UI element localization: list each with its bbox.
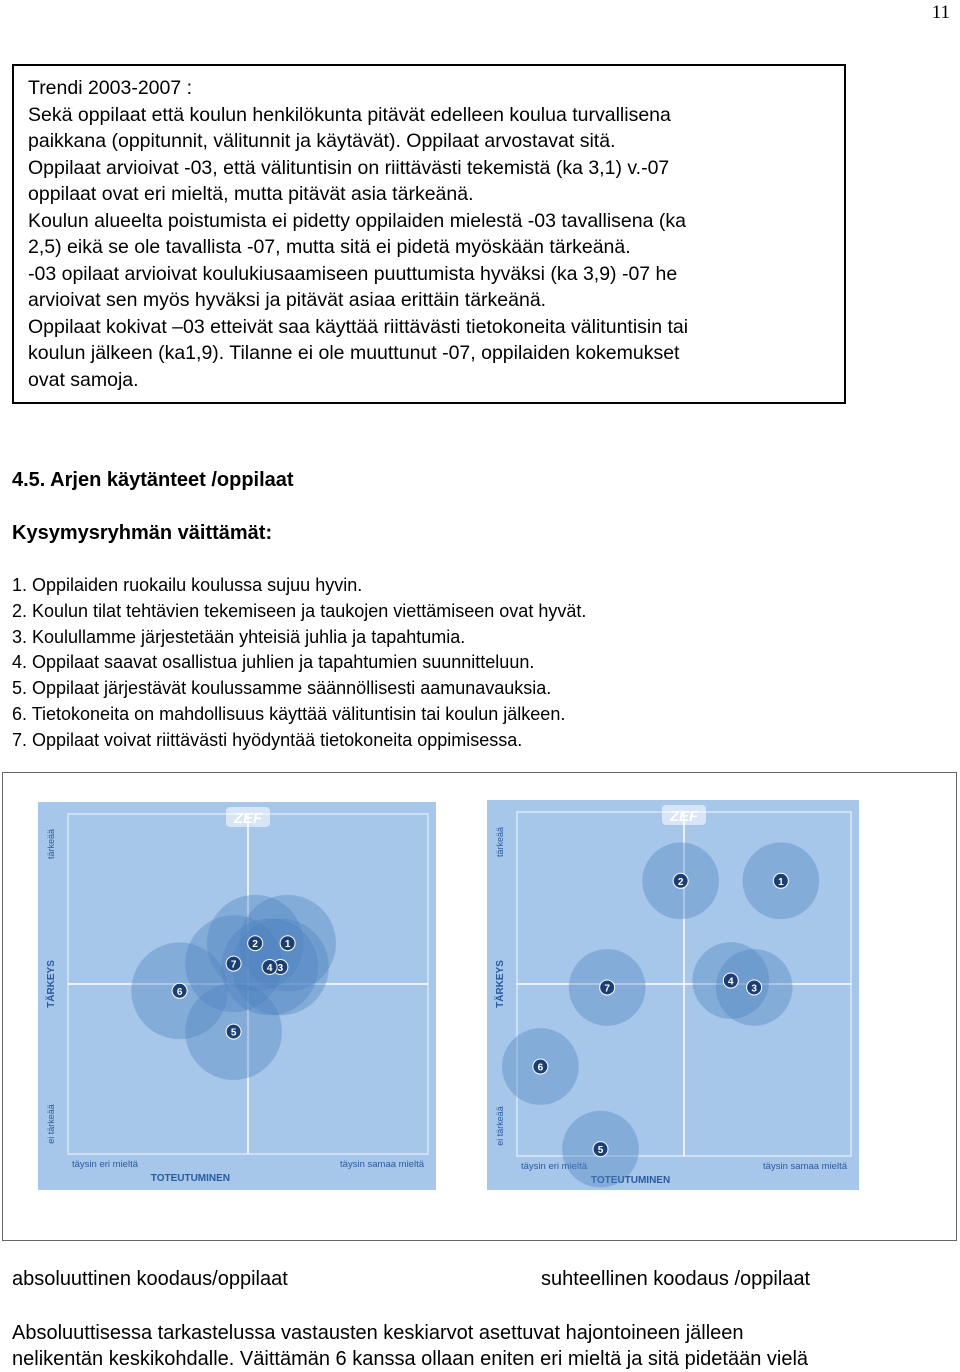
y-axis-top-label: tärkeää bbox=[46, 828, 56, 860]
point-label-7: 7 bbox=[604, 983, 610, 995]
statement-item: 3. Koulullamme järjestetään yhteisiä juhlia ja tapahtumia. bbox=[12, 626, 466, 647]
statement-item: 4. Oppilaat saavat osallistua juhlien ja tapahtumien suunnitteluun. bbox=[12, 652, 535, 673]
caption-relative-coding: suhteellinen koodaus /oppilaat bbox=[541, 1268, 811, 1290]
x-axis-left-label: täysin eri mieltä bbox=[521, 1161, 587, 1172]
zef-logo: ZEF bbox=[233, 810, 263, 827]
x-axis-title: TOTEUTUMINEN bbox=[150, 1173, 231, 1184]
point-label-5: 5 bbox=[597, 1145, 604, 1157]
trend-line: Trendi 2003-2007 : bbox=[28, 77, 193, 99]
trend-line: Oppilaat kokivat –03 etteivät saa käyttää riittävästi tietokoneita välituntisin tai bbox=[28, 315, 689, 338]
trend-line: arvioivat sen myös hyväksi ja pitävät asiaa erittäin tärkeänä. bbox=[28, 289, 547, 311]
trend-line: 2,5) eikä se ole tavallista -07, mutta sitä ei pidetä myöskään tärkeänä. bbox=[28, 236, 631, 258]
caption-absolute-coding: absoluuttinen koodaus/oppilaat bbox=[12, 1268, 288, 1290]
note-line: nelikentän keskikohdalle. Väittämän 6 kanssa ollaan eniten eri mieltä ja sitä pidetään vielä bbox=[12, 1348, 809, 1370]
trend-line: Sekä oppilaat että koulun henkilökunta pitävät edelleen koulua turvallisena bbox=[28, 103, 671, 126]
point-label-3: 3 bbox=[751, 983, 757, 995]
statement-item: 6. Tietokoneita on mahdollisuus käyttää välituntisin tai koulun jälkeen. bbox=[12, 703, 566, 724]
point-label-2: 2 bbox=[252, 939, 258, 951]
statement-item: 5. Oppilaat järjestävät koulussamme säännöllisesti aamunavauksia. bbox=[12, 678, 552, 699]
point-label-5: 5 bbox=[230, 1027, 237, 1039]
trend-line: -03 opilaat arvioivat koulukiusaamiseen puuttumista hyväksi (ka 3,9) -07 he bbox=[28, 262, 678, 285]
section-title: 4.5. Arjen käytänteet /oppilaat bbox=[12, 469, 294, 491]
page-number: 11 bbox=[931, 2, 950, 23]
relative-coding-chart bbox=[487, 800, 859, 1190]
trend-line: koulun jälkeen (ka1,9). Tilanne ei ole muuttunut -07, oppilaiden kokemukset bbox=[28, 342, 680, 364]
statement-list bbox=[12, 573, 586, 754]
point-label-4: 4 bbox=[266, 963, 273, 974]
trend-line: paikkana (oppitunnit, välitunnit ja käytävät). Oppilaat arvostavat sitä. bbox=[28, 130, 616, 152]
statement-item: 1. Oppilaiden ruokailu koulussa sujuu hyvin. bbox=[12, 575, 363, 595]
x-axis-title: TOTEUTUMINEN bbox=[590, 1175, 671, 1186]
point-label-1: 1 bbox=[778, 876, 784, 888]
x-axis-right-label: täysin samaa mieltä bbox=[340, 1159, 424, 1170]
y-axis-top-label: tärkeää bbox=[495, 826, 505, 858]
x-axis-left-label: täysin eri mieltä bbox=[72, 1159, 138, 1170]
x-axis-right-label: täysin samaa mieltä bbox=[763, 1161, 847, 1172]
statement-item: 2. Koulun tilat tehtävien tekemiseen ja taukojen viettämiseen ovat hyvät. bbox=[12, 600, 587, 621]
analysis-note bbox=[12, 1320, 808, 1372]
point-label-7: 7 bbox=[230, 959, 237, 971]
zef-logo: ZEF bbox=[669, 808, 699, 825]
absolute-coding-chart bbox=[38, 802, 436, 1190]
trend-line: oppilaat ovat eri mieltä, mutta pitävät asia tärkeänä. bbox=[28, 183, 474, 205]
trend-line: Koulun alueelta poistumista ei pidetty oppilaiden mielestä -03 tavallisena (ka bbox=[28, 209, 686, 232]
trend-line: ovat samoja. bbox=[28, 368, 139, 391]
trend-summary-box bbox=[12, 64, 846, 404]
point-label-3: 3 bbox=[277, 963, 284, 974]
point-label-4: 4 bbox=[727, 976, 734, 988]
point-label-6: 6 bbox=[537, 1062, 544, 1074]
y-axis-bottom-label: ei tärkeää bbox=[495, 1106, 505, 1146]
y-axis-title: TÄRKEYS bbox=[46, 960, 57, 1008]
point-label-2: 2 bbox=[677, 876, 684, 888]
note-line: Absoluuttisessa tarkastelussa vastausten keskiarvot asettuvat hajontoineen jälleen bbox=[12, 1322, 744, 1344]
statement-item: 7. Oppilaat voivat riittävästi hyödyntää tietokoneita oppimisessa. bbox=[12, 729, 523, 750]
point-label-1: 1 bbox=[284, 939, 291, 951]
y-axis-bottom-label: ei tärkeää bbox=[46, 1104, 56, 1144]
trend-line: Oppilaat arvioivat -03, että välituntisin on riittävästi tekemistä (ka 3,1) v.-07 bbox=[28, 156, 670, 179]
y-axis-title: TÄRKEYS bbox=[495, 960, 506, 1008]
subsection-title: Kysymysryhmän väittämät: bbox=[12, 522, 273, 544]
point-label-6: 6 bbox=[176, 986, 183, 998]
